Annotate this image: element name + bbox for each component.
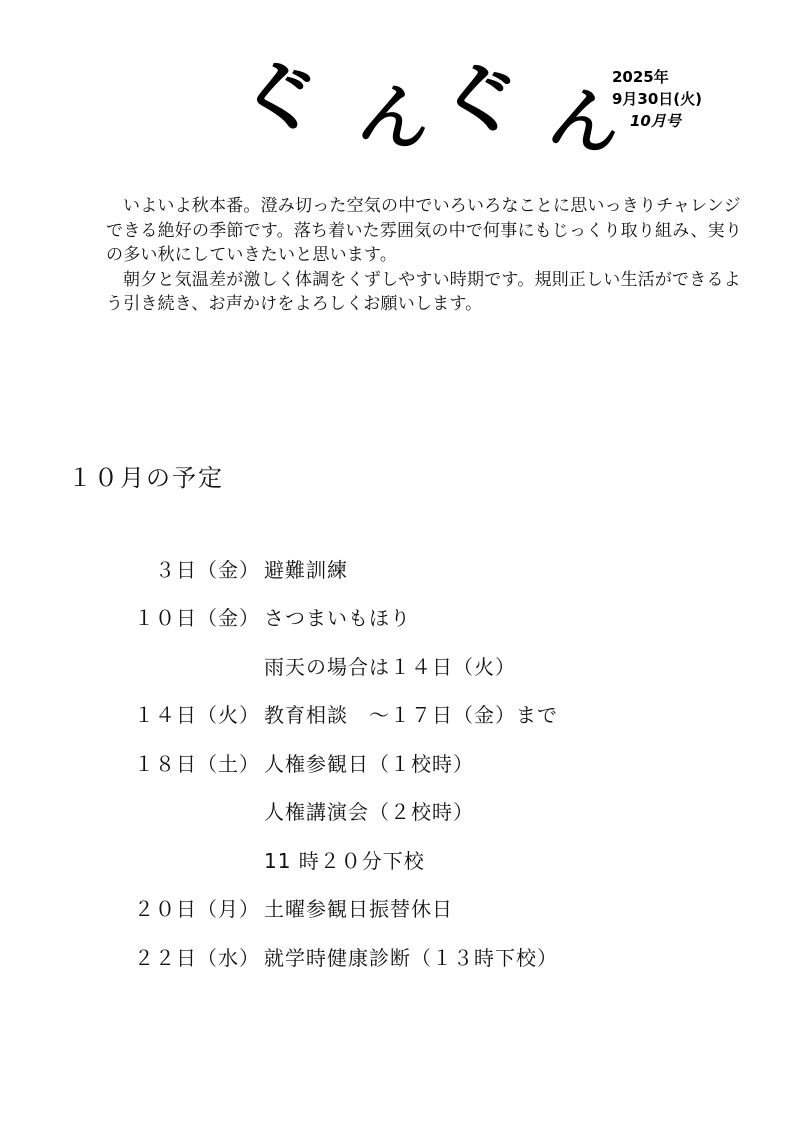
schedule-event: 人権参観日（１校時） [264, 751, 474, 776]
schedule-event: 教育相談 ～１７日（金）まで [264, 703, 558, 728]
intro-text [106, 194, 756, 317]
schedule-row [98, 932, 718, 981]
issue-date-block [612, 66, 702, 132]
schedule-date: ２０日（月） [134, 897, 260, 922]
schedule-row [98, 641, 718, 690]
schedule-date: １０日（金） [134, 606, 260, 631]
schedule-event: 雨天の場合は１４日（火） [264, 654, 516, 679]
intro-paragraph: いよいよ秋本番。澄み切った空気の中でいろいろなことに思いっきりチャレンジできる絶好の季節です。落ち着いた雰囲気の中で何事にもじっくり取り組み、実りの多い秋にしていきたいと思います。 [106, 196, 743, 265]
schedule-row [98, 738, 718, 787]
schedule-event: 就学時健康診断（１３時下校） [264, 945, 558, 970]
schedule-row [98, 787, 718, 836]
schedule-date: １４日（火） [134, 703, 260, 728]
schedule-row [98, 593, 718, 642]
schedule-row [98, 544, 718, 593]
schedule-date: ３日（金） [155, 557, 260, 582]
schedule-date: ２２日（水） [134, 945, 260, 970]
issue-number: 10月号 [630, 112, 681, 130]
schedule-event: 土曜参観日振替休日 [264, 897, 453, 922]
schedule-list [98, 544, 718, 981]
schedule-heading: １０月の予定 [68, 464, 224, 492]
schedule-row [98, 690, 718, 739]
newsletter-title [231, 47, 627, 168]
schedule-event: さつまいもほり [264, 606, 411, 631]
title-char: ぐ [231, 47, 329, 148]
schedule-event: 避難訓練 [264, 557, 348, 582]
schedule-row [98, 835, 718, 884]
issue-year: 2025年 [612, 68, 669, 86]
issue-date: 9月30日(火) [612, 90, 703, 108]
title-char: ん [353, 70, 437, 164]
schedule-event: 人権講演会（２校時） [264, 800, 474, 825]
title-char: ん [543, 74, 627, 168]
schedule-date: １８日（土） [134, 751, 260, 776]
schedule-event: 11 時２０分下校 [264, 848, 425, 873]
intro-paragraph: 朝夕と気温差が激しく体調をくずしやすい時期です。規則正しい生活ができるよう引き続き、お声かけをよろしくお願いします。 [106, 269, 741, 314]
title-char: ぐ [431, 49, 529, 150]
schedule-row [98, 884, 718, 933]
